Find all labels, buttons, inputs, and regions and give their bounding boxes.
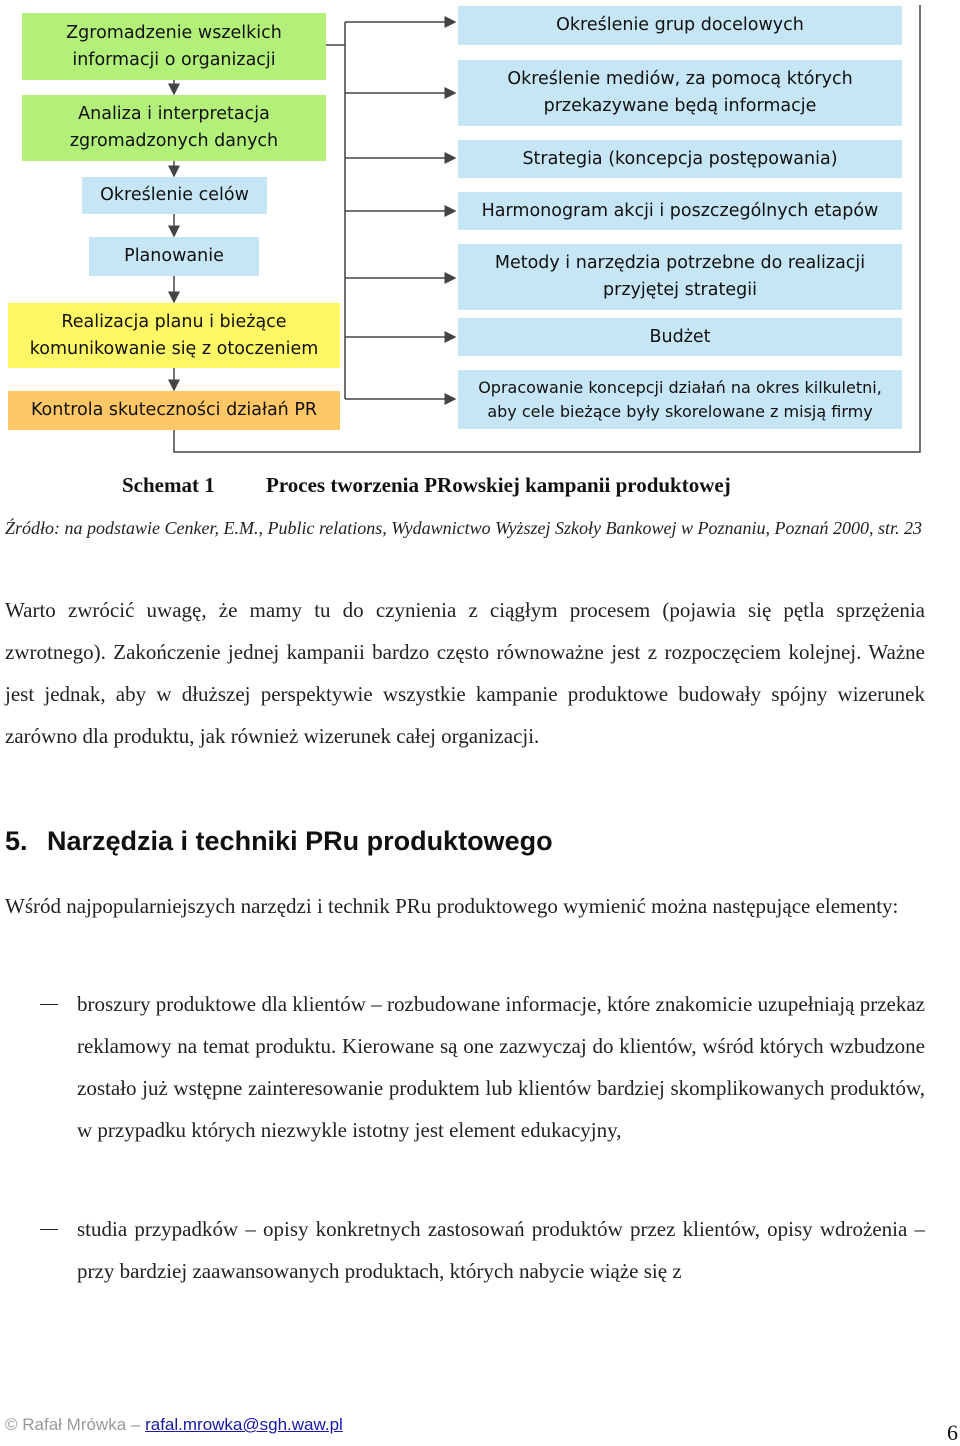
bullet-dash — [40, 1229, 58, 1230]
plan-budget: Budżet — [458, 318, 902, 356]
footer-author — [5, 1415, 343, 1435]
page-number: 6 — [947, 1420, 958, 1445]
figure-source: Źródło: na podstawie Cenker, E.M., Public relations, Wydawnictwo Wyższej Szkoły Bankowej w Poznaniu, Poznań 2000, str. 23 — [5, 518, 922, 538]
bullet-case-studies: studia przypadków – opisy konkretnych zastosowań produktów przez klientów, opisy wdrożenia – przy bardziej zaawansowanych produktach, których nabycie wiąże się z — [77, 1217, 925, 1283]
plan-target-groups: Określenie grup docelowych — [458, 6, 902, 45]
step-define-goals: Określenie celów — [82, 177, 267, 214]
paragraph-feedback-loop: Warto zwrócić uwagę, że mamy tu do czynienia z ciągłym procesem (pojawia się pętla sprzężenia zwrotnego). Zakończenie jednej kampanii bardzo często równoważne jest z rozpoczęciem kolejnej. Ważne jest jednak, aby w dłuższej perspektywie wszystkie kampanie produktowe budowały spójny wizerunek zarówno dla produktu, jak również wizerunek całej organizacji. — [5, 598, 925, 748]
plan-media: Określenie mediów, za pomocą których przekazywane będą informacje — [458, 60, 902, 126]
author-name: © Rafał Mrówka – — [5, 1415, 146, 1434]
section-number: 5. — [5, 826, 28, 856]
plan-long-term-concept: Opracowanie koncepcji działań na okres kilkuletni, aby cele bieżące były skorelowane z misją firmy — [458, 370, 902, 429]
process-diagram — [0, 0, 960, 460]
author-email-link[interactable]: rafal.mrowka@sgh.waw.pl — [145, 1415, 343, 1434]
step-realization: Realizacja planu i bieżące komunikowanie się z otoczeniem — [8, 303, 340, 368]
step-analyze-data: Analiza i interpretacja zgromadzonych danych — [22, 95, 326, 161]
step-gather-info: Zgromadzenie wszelkich informacji o organizacji — [22, 13, 326, 80]
bullet-brochures: broszury produktowe dla klientów – rozbudowane informacje, które znakomicie uzupełniają przekaz reklamowy na temat produktu. Kierowane są one zazwyczaj do klientów, wśród których wzbudzone zostało już wstępne zainteresowanie produktem lub klientów bardziej skomplikowanych produktów, w przypadku których niezwykle istotny jest element edukacyjny, — [77, 992, 925, 1142]
plan-schedule: Harmonogram akcji i poszczególnych etapów — [458, 192, 902, 230]
caption-title: Proces tworzenia PRowskiej kampanii produktowej — [266, 473, 731, 497]
plan-methods-tools: Metody i narzędzia potrzebne do realizacji przyjętej strategii — [458, 244, 902, 310]
bullet-dash — [40, 1004, 58, 1005]
step-planning: Planowanie — [89, 237, 259, 276]
caption-number: Schemat 1 — [122, 473, 215, 497]
step-control: Kontrola skuteczności działań PR — [8, 391, 340, 430]
section-title: Narzędzia i techniki PRu produktowego — [47, 826, 553, 856]
section-heading — [5, 826, 553, 857]
paragraph-intro-tools: Wśród najpopularniejszych narzędzi i technik PRu produktowego wymienić można następujące elementy: — [5, 894, 899, 918]
plan-strategy: Strategia (koncepcja postępowania) — [458, 140, 902, 178]
